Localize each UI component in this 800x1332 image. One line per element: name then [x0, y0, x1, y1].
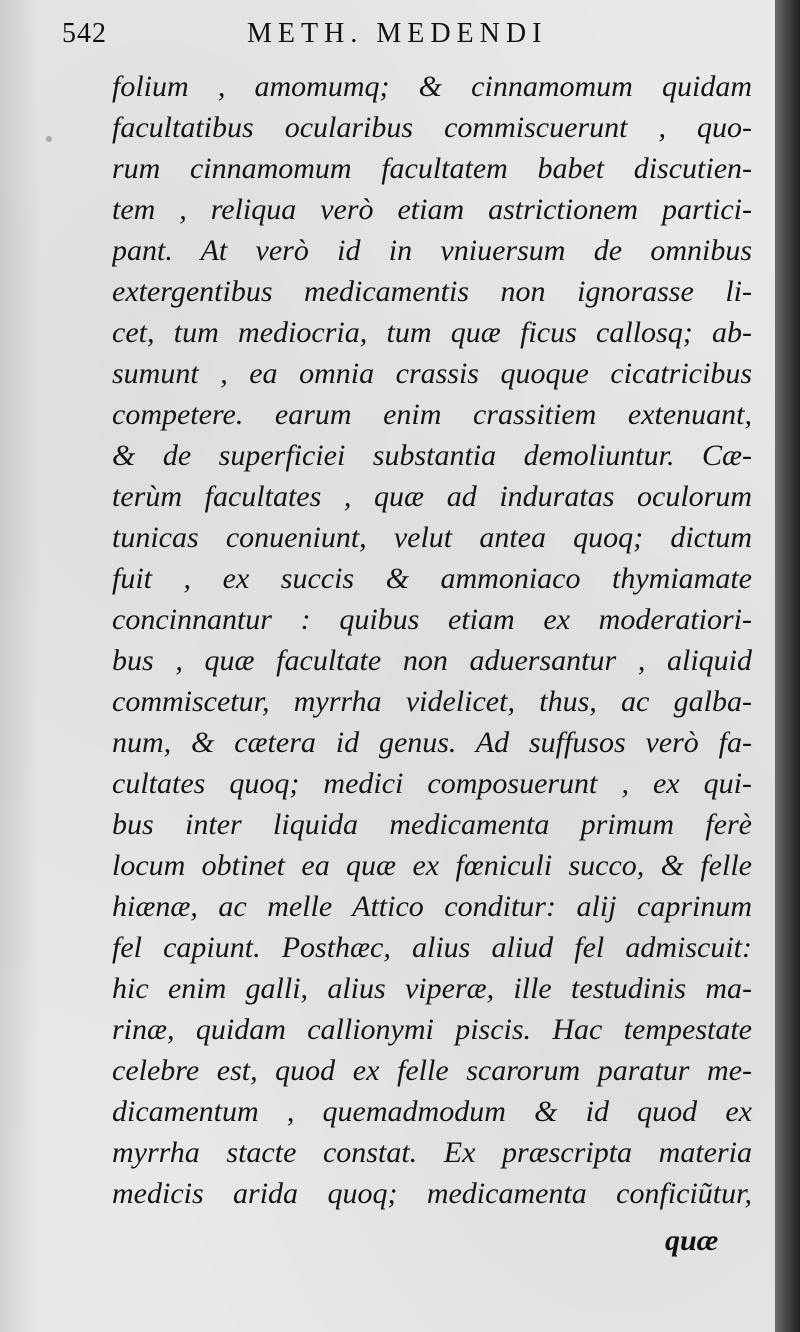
body-text — [112, 66, 752, 1214]
text-line: & de superficiei substantia demoliuntur. Cæ- — [112, 439, 752, 472]
text-line: sumunt , ea omnia crassis quoque cicatricibus — [112, 357, 752, 390]
text-line: myrrha stacte constat. Ex præscripta materia — [112, 1136, 752, 1169]
text-line: facultatibus ocularibus commiscuerunt , quo- — [112, 111, 752, 144]
page-number: 542 — [62, 18, 107, 49]
text-line: extergentibus medicamentis non ignorasse li- — [112, 275, 752, 308]
text-line: commiscetur, myrrha videlicet, thus, ac galba- — [112, 685, 752, 718]
text-line: bus , quæ facultate non aduersantur , aliquid — [112, 644, 752, 677]
text-line: fuit , ex succis & ammoniaco thymiamate — [112, 562, 752, 595]
text-line: medicis arida quoq; medicamenta conficiũtur, — [112, 1177, 752, 1210]
text-line: concinnantur : quibus etiam ex moderatiori- — [112, 603, 752, 636]
text-line: pant. At verò id in vniuersum de omnibus — [112, 234, 752, 267]
text-line: tem , reliqua verò etiam astrictionem partici- — [112, 193, 752, 226]
text-line: hiænæ, ac melle Attico conditur: alij caprinum — [112, 890, 752, 923]
text-line: rum cinnamomum facultatem babet discutien- — [112, 152, 752, 185]
text-line: cultates quoq; medici composuerunt , ex qui- — [112, 767, 752, 800]
page-edge-shadow — [775, 0, 800, 1332]
text-line: bus inter liquida medicamenta primum ferè — [112, 808, 752, 841]
text-line: celebre est, quod ex felle scarorum paratur me- — [112, 1054, 752, 1087]
text-line: fel capiunt. Posthæc, alius aliud fel admiscuit: — [112, 931, 752, 964]
text-line: folium , amomumq; & cinnamomum quidam — [112, 70, 752, 103]
running-title: METH. MEDENDI — [247, 18, 548, 49]
ink-speck — [46, 136, 52, 142]
text-line: competere. earum enim crassitiem extenuant, — [112, 398, 752, 431]
text-line: hic enim galli, alius viperæ, ille testudinis ma- — [112, 972, 752, 1005]
text-line: terùm facultates , quæ ad induratas oculorum — [112, 480, 752, 513]
catchword: quæ — [665, 1224, 719, 1257]
text-line: tunicas conueniunt, velut antea quoq; dictum — [112, 521, 752, 554]
text-line: cet, tum mediocria, tum quæ ficus callosq; ab- — [112, 316, 752, 349]
text-line: locum obtinet ea quæ ex fœniculi succo, & felle — [112, 849, 752, 882]
text-line: rinæ, quidam callionymi piscis. Hac tempestate — [112, 1013, 752, 1046]
text-line: dicamentum , quemadmodum & id quod ex — [112, 1095, 752, 1128]
page-header — [62, 12, 702, 52]
text-line: num, & cætera id genus. Ad suffusos verò fa- — [112, 726, 752, 759]
